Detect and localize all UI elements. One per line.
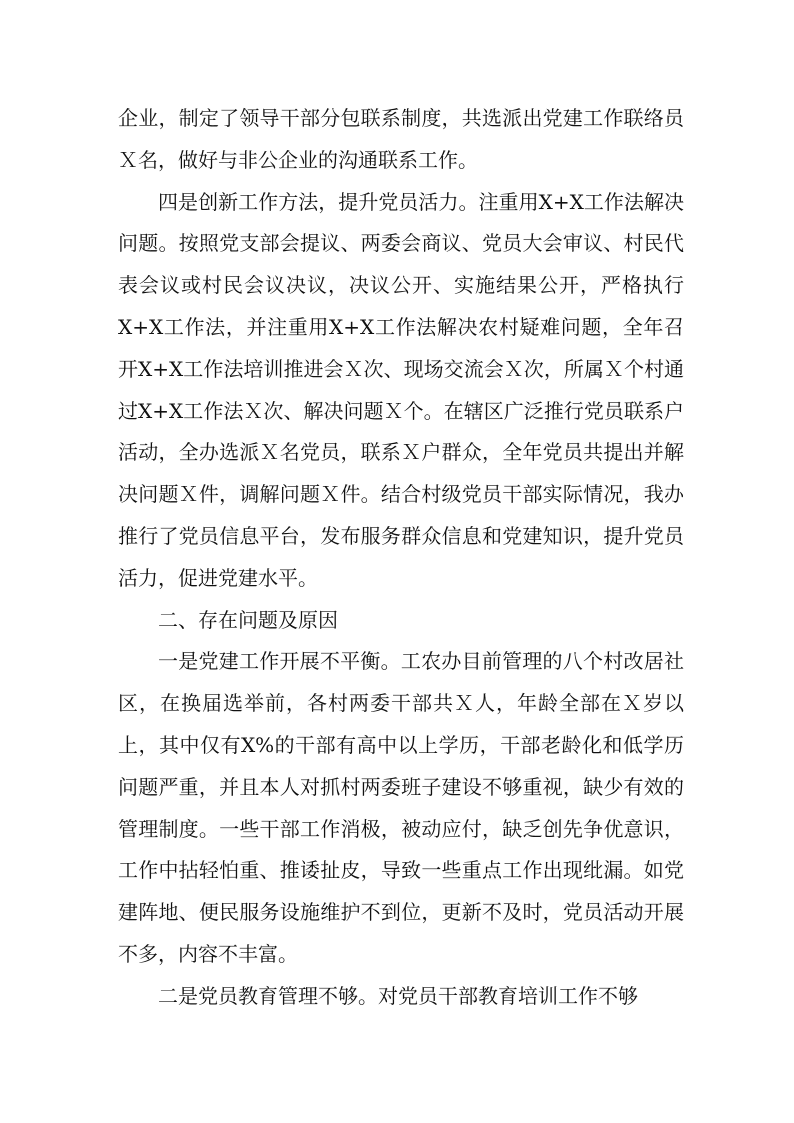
paragraph-education: 二是党员教育管理不够。对党员干部教育培训工作不够	[158, 983, 638, 1008]
paragraph-imbalance: 一是党建工作开展不平衡。工农办目前管理的八个村改居社区，在换届选举前，各村两委干部共Ｘ人，年龄全部在Ｘ岁以上，其中仅有X%的干部有高中以上学历，干部老龄化和低学历问题严重，并且本人对抓村两委班子建设不够重视，缺少有效的管理制度。一些干部工作消极，被动应付，缺乏创先争优意识，工作中拈轻怕重、推诿扯皮，导致一些重点工作出现纰漏。如党建阵地、便民服务设施维护不到位，更新不及时，党员活动开展不多，内容不丰富。	[118, 649, 684, 966]
paragraph-innovation-methods: 四是创新工作方法，提升党员活力。注重用X+X工作法解决问题。按照党支部会提议、两委会商议、党员大会审议、村民代表会议或村民会议决议，决议公开、实施结果公开，严格执行X+X工作法，并注重用X+X工作法解决农村疑难问题，全年召开X+X工作法培训推进会Ｘ次、现场交流会Ｘ次，所属Ｘ个村通过X+X工作法Ｘ次、解决问题Ｘ个。在辖区广泛推行党员联系户活动，全办选派Ｘ名党员，联系Ｘ户群众，全年党员共提出并解决问题Ｘ件，调解问题Ｘ件。结合村级党员干部实际情况，我办推行了党员信息平台，发布服务群众信息和党建知识，提升党员活力，促进党建水平。	[118, 189, 684, 590]
document-body	[118, 98, 684, 1018]
paragraph-continuation: 企业，制定了领导干部分包联系制度，共选派出党建工作联络员Ｘ名，做好与非公企业的沟通联系工作。	[118, 106, 684, 172]
section-heading-problems: 二、存在问题及原因	[158, 607, 338, 632]
